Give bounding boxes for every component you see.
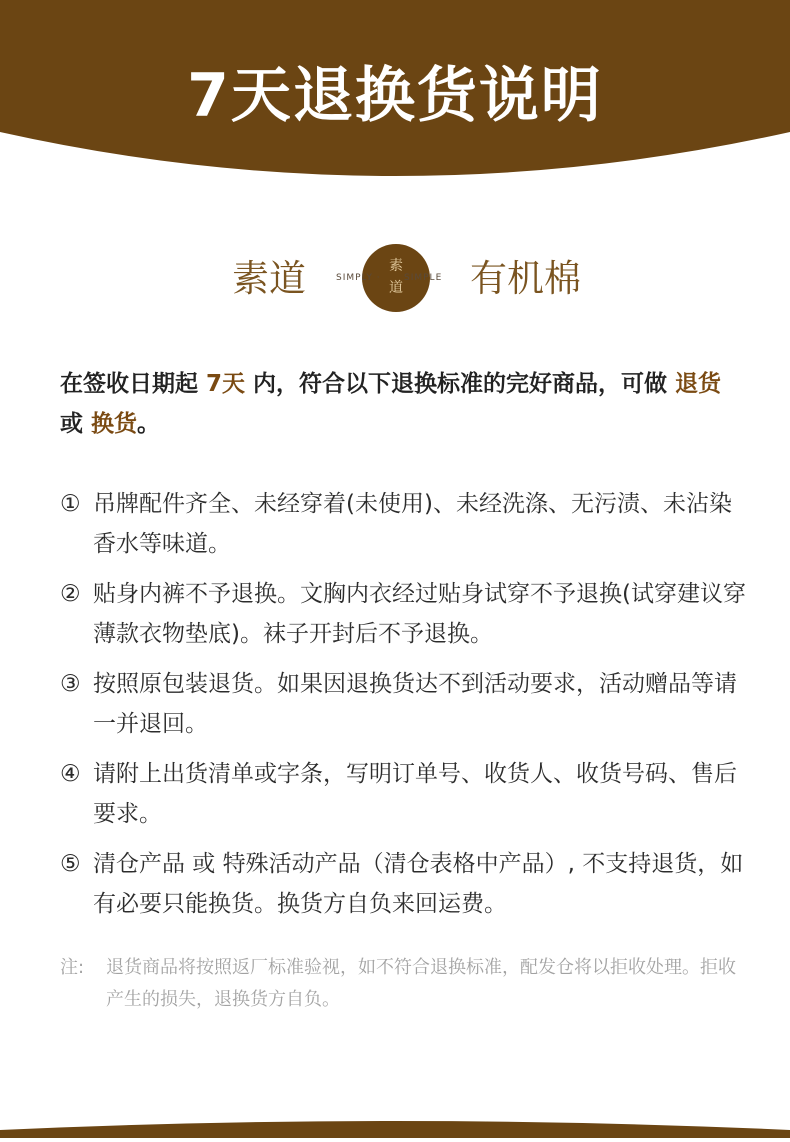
list-item — [60, 844, 750, 924]
intro-return: 退货 — [675, 371, 722, 397]
bottom-banner — [0, 1116, 790, 1138]
intro-exchange: 换货 — [91, 411, 138, 437]
brand-left-text: 素道 — [232, 257, 306, 300]
bottom-banner-shape — [0, 1116, 790, 1138]
list-item — [60, 664, 750, 744]
intro-text — [60, 364, 750, 444]
intro-part2: 内，符合以下退换标准的完好商品，可做 — [245, 371, 676, 397]
note-label: 注: — [60, 957, 85, 978]
list-text: 吊牌配件齐全、未经穿着(未使用)、未经洗涤、无污渍、未沾染香水等味道。 — [93, 491, 732, 557]
list-number: ④ — [60, 761, 81, 787]
brand-logo-line1: 素 — [389, 258, 403, 274]
list-number: ① — [60, 491, 81, 517]
brand-slogan-left: SIMPLY · — [336, 273, 381, 283]
list-number: ⑤ — [60, 851, 81, 877]
list-item — [60, 484, 750, 564]
list-number: ② — [60, 581, 81, 607]
note — [60, 952, 740, 1016]
top-banner — [0, 0, 790, 190]
intro-or: 或 — [60, 411, 92, 437]
note-body: 退货商品将按照返厂标准验视，如不符合退换标准，配发仓将以拒收处理。拒收产生的损失，退换货方自负。 — [106, 957, 736, 1010]
brand-right-text: 有机棉 — [470, 257, 581, 300]
intro-end: 。 — [137, 411, 161, 437]
brand-slogan-right: SIMPLE — [404, 273, 443, 283]
list-text: 按照原包装退货。如果因退换货达不到活动要求，活动赠品等请一并退回。 — [93, 671, 737, 737]
list-text: 贴身内裤不予退换。文胸内衣经过贴身试穿不予退换(试穿建议穿薄款衣物垫底)。袜子开封后不予退换。 — [93, 581, 746, 647]
brand-logo-line2: 道 — [389, 280, 403, 296]
list-item — [60, 754, 750, 834]
page-title: 7天退换货说明 — [187, 61, 603, 131]
rules-list — [60, 484, 750, 934]
brand-row — [0, 244, 790, 314]
intro-part1: 在签收日期起 — [60, 371, 207, 397]
list-item — [60, 574, 750, 654]
list-text: 请附上出货清单或字条，写明订单号、收货人、收货号码、售后要求。 — [93, 761, 737, 827]
list-text: 清仓产品 或 特殊活动产品（清仓表格中产品）, 不支持退货，如有必要只能换货。换货方自负来回运费。 — [93, 851, 744, 917]
intro-days: 7天 — [206, 371, 246, 397]
list-number: ③ — [60, 671, 81, 697]
